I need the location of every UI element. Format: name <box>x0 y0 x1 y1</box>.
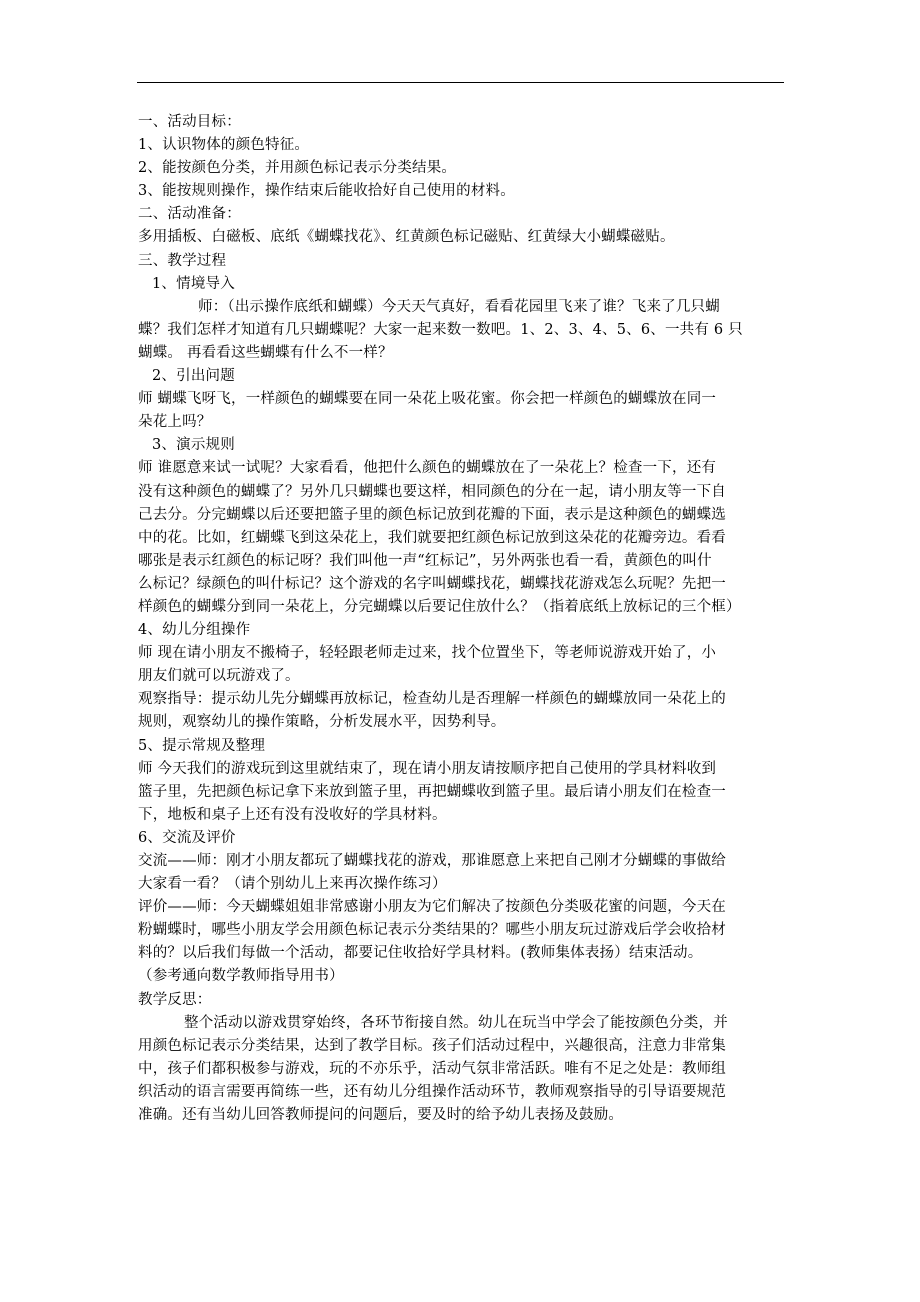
text-line: 4、幼儿分组操作 <box>138 622 251 639</box>
text-line: 师 蝴蝶飞呀飞，一样颜色的蝴蝶要在同一朵花上吸花蜜。你会把一样颜色的蝴蝶放在同一 <box>138 391 717 408</box>
text-line: 师：（出示操作底纸和蝴蝶）今天天气真好，看看花园里飞来了谁？飞来了几只蝴 <box>198 298 720 315</box>
text-line: 朋友们就可以玩游戏了。 <box>138 668 300 685</box>
header-rule <box>137 82 784 83</box>
text-line: 篮子里，先把颜色标记拿下来放到篮子里，再把蝴蝶收到篮子里。最后请小朋友们在检查一 <box>138 783 726 800</box>
text-line: 多用插板、白磁板、底纸《蝴蝶找花》、红黄颜色标记磁贴、红黄绿大小蝴蝶磁贴。 <box>138 229 675 246</box>
text-line: 3、能按规则操作，操作结束后能收拾好自己使用的材料。 <box>138 183 515 200</box>
document-body <box>138 111 788 1127</box>
text-line: 三、教学过程 <box>138 252 227 269</box>
text-line: 准确。还有当幼儿回答教师提问的问题后，要及时的给予幼儿表扬及鼓励。 <box>138 1107 624 1124</box>
text-line: 下，地板和桌子上还有没有没收好的学具材料。 <box>138 806 447 823</box>
text-line: 大家看一看？（请个别幼儿上来再次操作练习） <box>138 876 447 893</box>
text-line: 师 现在请小朋友不搬椅子，轻轻跟老师走过来，找个位置坐下，等老师说游戏开始了，小 <box>138 645 717 662</box>
text-line: 1、情境导入 <box>152 275 235 292</box>
text-line: 评价——师：今天蝴蝶姐姐非常感谢小朋友为它们解决了按颜色分类吸花蜜的问题，今天在 <box>138 899 726 916</box>
text-line: 一、活动目标： <box>138 114 241 130</box>
text-line: 没有这种颜色的蝴蝶了？另外几只蝴蝶也要这样，相同颜色的分在一起，请小朋友等一下自 <box>138 483 726 500</box>
text-line: 5、提示常规及整理 <box>138 737 266 754</box>
text-line: 用颜色标记表示分类结果，达到了教学目标。孩子们活动过程中，兴趣很高，注意力非常集 <box>138 1037 726 1054</box>
text-line: 蝴蝶。 再看看这些蝴蝶有什么不一样？ <box>138 344 393 361</box>
text-line: 2、引出问题 <box>152 368 235 385</box>
text-line: 整个活动以游戏贯穿始终，各环节衔接自然。幼儿在玩当中学会了能按颜色分类，并 <box>184 1014 728 1031</box>
text-line: 师 谁愿意来试一试呢？大家看看，他把什么颜色的蝴蝶放在了一朵花上？检查一下，还有 <box>138 460 717 477</box>
text-line: 规则，观察幼儿的操作策略，分析发展水平，因势利导。 <box>138 714 506 731</box>
text-line: 织活动的语言需要再简练一些，还有幼儿分组操作活动环节，教师观察指导的引导语要规范 <box>138 1083 726 1100</box>
text-line: 料的？以后我们每做一个活动，都要记住收拾好学具材料。(教师集体表扬）结束活动。 <box>138 945 703 962</box>
text-line: 样颜色的蝴蝶分到同一朵花上，分完蝴蝶以后要记住放什么？（指着底纸上放标记的三个框） <box>138 598 741 615</box>
text-line: 中，孩子们都积极参与游戏，玩的不亦乐乎，活动气氛非常活跃。唯有不足之处是：教师组 <box>138 1060 726 1077</box>
text-line: 6、交流及评价 <box>138 829 236 846</box>
text-line: 蝶？我们怎样才知道有几只蝴蝶呢？大家一起来数一数吧。1、2、3、4、5、6、一共有 6 只 <box>138 321 743 338</box>
text-line: 朵花上吗？ <box>138 414 212 431</box>
text-line: 粉蝴蝶时，哪些小朋友学会用颜色标记表示分类结果的？哪些小朋友玩过游戏后学会收拾材 <box>138 922 726 939</box>
text-line: 二、活动准备： <box>138 206 241 223</box>
text-line: （参考通向数学教师指导用书） <box>138 968 344 985</box>
text-line: 2、能按颜色分类，并用颜色标记表示分类结果。 <box>138 160 457 177</box>
text-line: 1、认识物体的颜色特征。 <box>138 137 310 154</box>
text-line: 3、演示规则 <box>152 437 235 454</box>
text-line: 教学反思： <box>138 991 212 1008</box>
text-line: 么标记？绿颜色的叫什标记？这个游戏的名字叫蝴蝶找花，蝴蝶找花游戏怎么玩呢？先把一 <box>138 575 726 592</box>
text-line: 观察指导：提示幼儿先分蝴蝶再放标记，检查幼儿是否理解一样颜色的蝴蝶放同一朵花上的 <box>138 691 726 708</box>
text-line: 师 今天我们的游戏玩到这里就结束了，现在请小朋友请按顺序把自己使用的学具材料收到 <box>138 760 717 777</box>
text-line: 哪张是表示红颜色的标记呀？我们叫他一声“红标记”，另外两张也看一看，黄颜色的叫什 <box>138 552 712 569</box>
text-line: 己去分。分完蝴蝶以后还要把篮子里的颜色标记放到花瓣的下面，表示是这种颜色的蝴蝶选 <box>138 506 726 523</box>
text-line: 中的花。比如，红蝴蝶飞到这朵花上，我们就要把红颜色标记放到这朵花的花瓣旁边。看看 <box>138 529 726 546</box>
text-line: 交流——师：刚才小朋友都玩了蝴蝶找花的游戏，那谁愿意上来把自己刚才分蝴蝶的事做给 <box>138 853 726 869</box>
